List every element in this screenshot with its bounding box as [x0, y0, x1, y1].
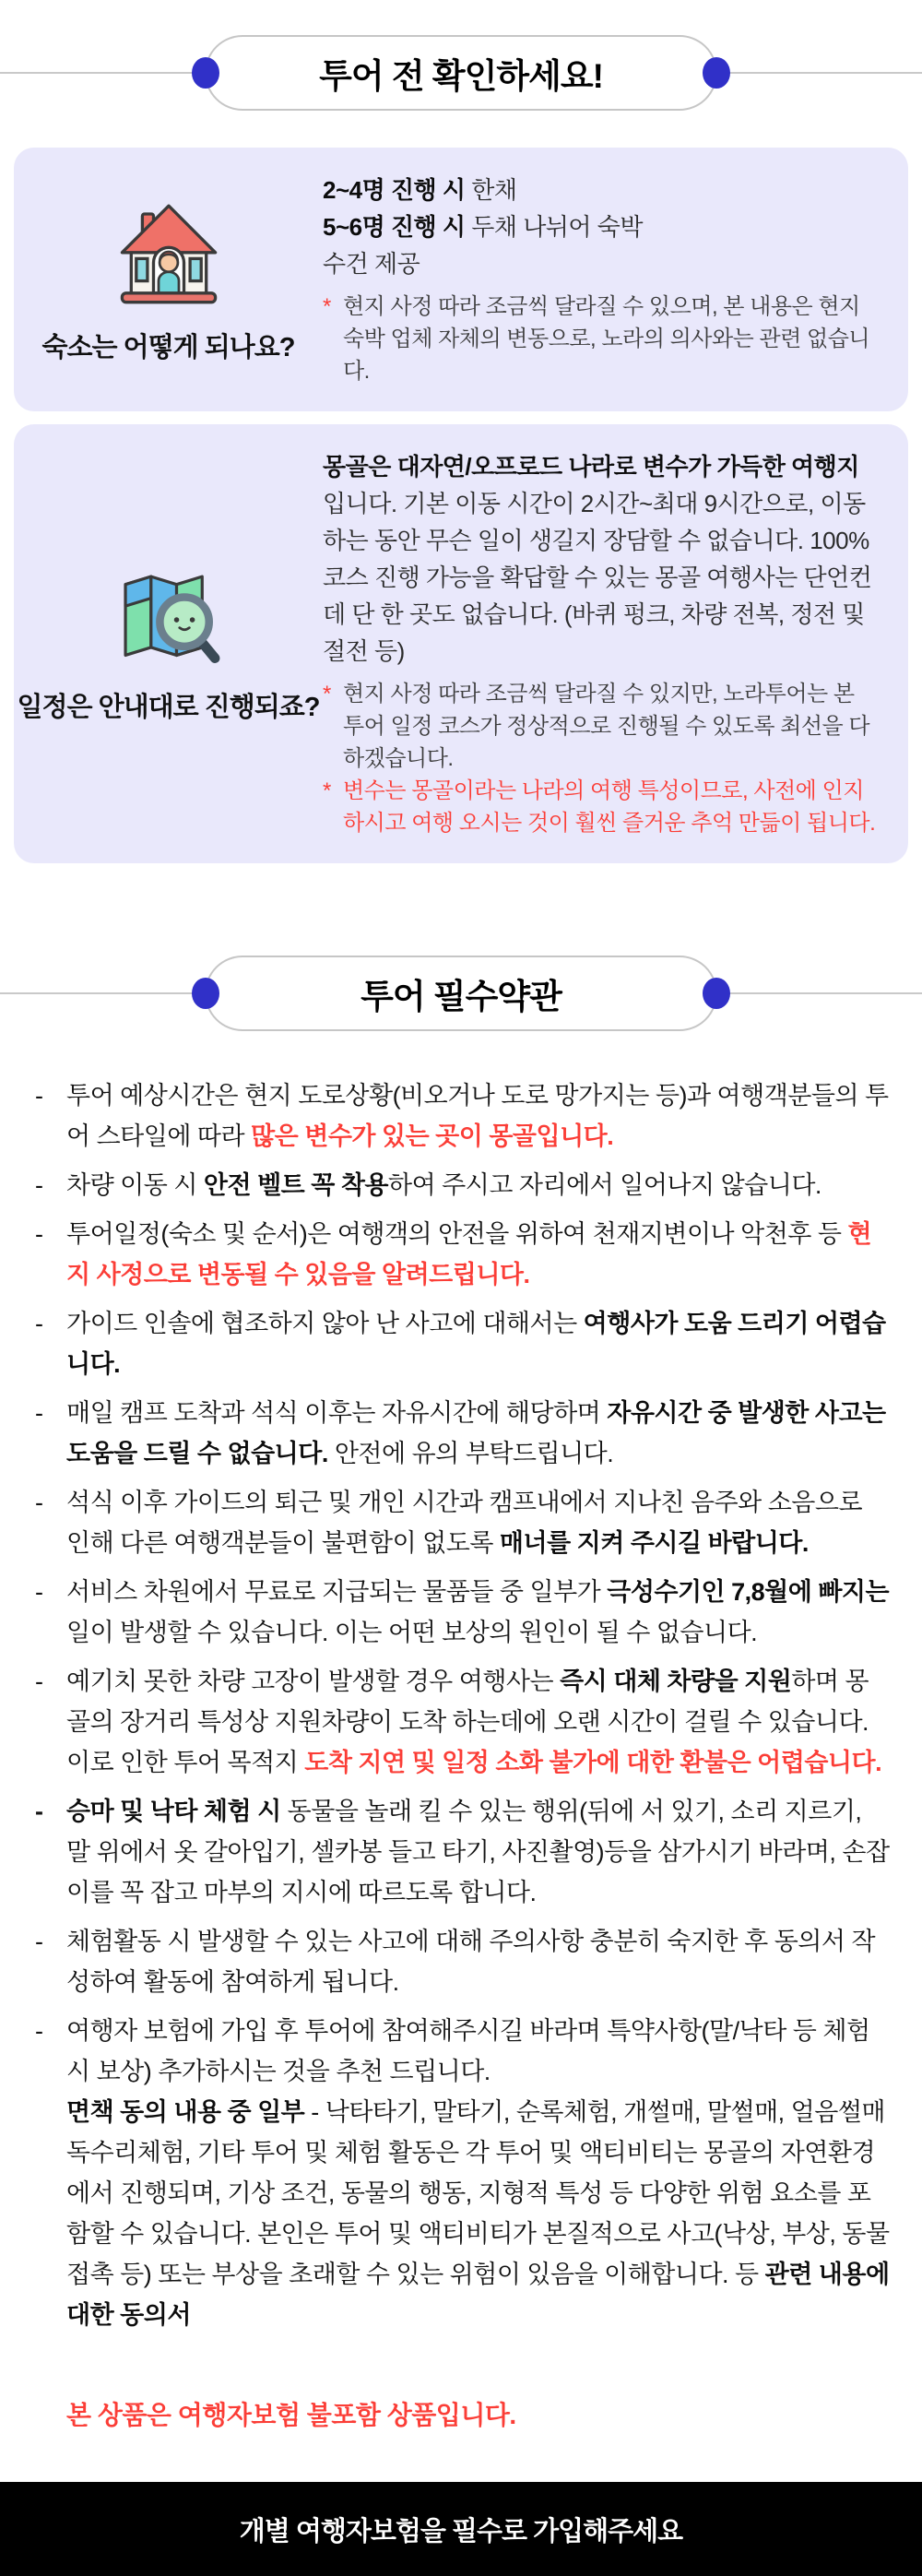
text-segment: 가이드 인솔에 협조하지 않아 난 사고에 대해서는 [66, 1310, 584, 1337]
text-segment: 차량 이동 시 [66, 1171, 204, 1199]
terms-item-text [66, 1214, 891, 1295]
dash-marker: - [35, 1668, 43, 1695]
text-segment: 하여 주시고 자리에서 일어나지 않습니다. [388, 1171, 822, 1199]
card-question: 일정은 안내대로 진행되죠? [17, 692, 320, 722]
text-segment: 관련 내용에 대한 동의서 [66, 2261, 890, 2329]
banner-title: 투어 필수약관 [361, 978, 561, 1015]
text-segment: 체험활동 시 발생할 수 있는 사고에 대해 주의사항 충분히 숙지한 후 동의서 작성하여 활동에 참여하게 됩니다. [66, 1928, 876, 1996]
terms-item [35, 1303, 891, 1384]
card-notes [323, 678, 877, 839]
map-magnifier-icon [110, 564, 228, 673]
terms-paragraph [66, 1075, 891, 1157]
card-notes [323, 291, 877, 387]
terms-item [35, 1572, 891, 1653]
itinerary-info-card [14, 424, 908, 863]
text-segment: 석식 이후 가이드의 퇴근 및 개인 시간과 캠프내에서 지나친 음주와 소음으로 인해 다른 여행객분들이 불편함이 없도록 [66, 1489, 863, 1557]
terms-item [35, 1921, 891, 2002]
terms-item-text [66, 1165, 891, 1205]
terms-paragraph [66, 1393, 891, 1474]
terms-paragraph [66, 1572, 891, 1653]
text-segment: 동물을 놀래 킬 수 있는 행위(뒤에 서 있기, 소리 지르기, 말 위에서 옷 갈아입기, 셀카봉 들고 타기, 사진촬영)등을 삼가시기 바라며, 손잡이를 꼭 잡고 마부의 지시에 따르도록 합니다. [66, 1798, 890, 1906]
terms-item-text [66, 1303, 891, 1384]
text-segment: 즉시 대체 차량을 지원 [560, 1668, 792, 1695]
dash-marker: - [35, 1928, 43, 1955]
terms-item [35, 1482, 891, 1563]
text-segment: 일이 발생할 수 있습니다. 이는 어떤 보상의 원인이 될 수 없습니다. [66, 1619, 758, 1646]
note-text: 현지 사정 따라 조금씩 달라질 수 있으며, 본 내용은 현지 숙박 업체 자체의 변동으로, 노라의 의사와는 관련 없습니다. [343, 294, 870, 384]
house-icon [108, 196, 230, 314]
asterisk-marker: * [323, 294, 331, 319]
terms-paragraph [66, 1791, 891, 1913]
terms-item [35, 1075, 891, 1157]
section-banner-terms [0, 956, 922, 1031]
text-segment: 안전에 유의 부탁드립니다. [327, 1440, 614, 1467]
terms-paragraph [66, 1214, 891, 1295]
dash-marker: - [35, 1399, 43, 1427]
terms-item [35, 2011, 891, 2335]
text-segment: 매일 캠프 도착과 석식 이후는 자유시간에 해당하며 [66, 1399, 608, 1427]
note-text: 변수는 몽골이라는 나라의 여행 특성이므로, 사전에 인지하시고 여행 오시는 것이 훨씬 즐거운 추억 만듦이 됩니다. [343, 778, 876, 836]
terms-item-text [66, 1393, 891, 1474]
text-segment: - 낙타타기, 말타기, 순록체험, 개썰매, 말썰매, 얼음썰매 독수리체험, 기타 투어 및 체험 활동은 각 투어 및 액티비티는 몽골의 자연환경에서 진행되며, 기상 조건, 동물의 행동, 지형적 특성 등 다양한 위험 요소를 포함할 수 있습니다. 본인은 투어 및 액티비티가 본질적으로 사고(낙상, 부상, 동물 접촉 등) 또는 부상을 초래할 수 있는 위험이 있음을 이해합니다. 등 [66, 2098, 890, 2288]
text-segment: 5~6명 진행 시 [323, 213, 466, 241]
banner-title: 투어 전 확인하세요! [319, 57, 603, 95]
text-segment: 투어 예상시간은 현지 도로상황(비오거나 도로 망가지는 등)과 여행객분들의 투어 스타일에 따라 [66, 1082, 889, 1150]
card-lines [323, 448, 877, 670]
terms-paragraph [66, 1303, 891, 1384]
terms-list [35, 1075, 891, 2344]
terms-paragraph [66, 1661, 891, 1783]
text-segment: 극성수기인 7,8월에 빠지는 [607, 1578, 890, 1606]
card-right-column [323, 172, 877, 387]
terms-item [35, 1393, 891, 1474]
terms-item [35, 1661, 891, 1783]
terms-item-text [66, 1661, 891, 1783]
card-question: 숙소는 어떻게 되나요? [41, 332, 295, 362]
section-banner-pre-tour [0, 35, 922, 111]
text-segment: 두채 나뉘어 숙박 [465, 213, 643, 241]
banner-title-pill [205, 956, 717, 1031]
text-segment: 자유시간 중 발생한 사고는 도움을 드릴 수 없습니다. [66, 1399, 886, 1467]
asterisk-marker: * [323, 682, 331, 706]
accommodation-info-card [14, 148, 908, 411]
dash-marker: - [35, 1578, 43, 1606]
terms-item-text [66, 1572, 891, 1653]
text-segment: 입니다. 기본 이동 시간이 2시간~최대 9시간으로, 이동하는 동안 무슨 일이 생길지 장담할 수 없습니다. 100% 코스 진행 가능을 확답할 수 있는 몽골 여행사는 단언컨데 단 한 곳도 없습니다. (바퀴 펑크, 차량 전복, 정전 및 절전 등) [323, 490, 872, 665]
terms-paragraph [66, 2011, 891, 2092]
card-left-column [14, 448, 323, 839]
text-segment: 승마 및 낙타 체험 시 [66, 1798, 281, 1825]
banner-dot-left [192, 978, 219, 1009]
terms-item-text [66, 1075, 891, 1157]
dash-marker: - [35, 1171, 43, 1199]
text-segment: 하며 몽골의 장거리 특성상 지원차량이 도착 하는데에 오랜 시간이 걸릴 수 있습니다. 이로 인한 투어 목적지 [66, 1668, 869, 1776]
text-segment: 매너를 지켜 주시길 바랍니다. [499, 1529, 809, 1557]
terms-item-text [66, 1482, 891, 1563]
text-segment: 도착 지연 및 일정 소화 불가에 대한 환불은 어렵습니다. [304, 1749, 882, 1776]
text-segment: 면책 동의 내용 중 일부 [66, 2098, 305, 2126]
footer-bar [0, 2482, 922, 2576]
card-right-column [323, 448, 877, 839]
terms-item-text [66, 1921, 891, 2002]
insurance-exclusion-notice: 본 상품은 여행자보험 불포함 상품입니다. [66, 2401, 516, 2429]
text-segment: 예기치 못한 차량 고장이 발생할 경우 여행사는 [66, 1668, 561, 1695]
banner-dot-right [703, 978, 730, 1009]
note-text: 현지 사정 따라 조금씩 달라질 수 있지만, 노라투어는 본 투어 일정 코스가 정상적으로 진행될 수 있도록 최선을 다하겠습니다. [343, 682, 870, 771]
card-note [323, 678, 877, 775]
text-segment: 수건 제공 [323, 250, 420, 278]
dash-marker: - [35, 1220, 43, 1248]
text-segment: 2~4명 진행 시 [323, 176, 466, 204]
card-text-line [323, 208, 877, 245]
terms-item-text [66, 2011, 891, 2335]
banner-dot-right [703, 57, 730, 89]
text-segment: 투어일정(숙소 및 순서)은 여행객의 안전을 위하여 천재지변이나 악천후 등 [66, 1220, 848, 1248]
dash-marker: - [35, 1310, 43, 1337]
terms-item-text [66, 1791, 891, 1913]
text-segment: 한채 [465, 176, 517, 204]
card-lines [323, 172, 877, 282]
card-note [323, 775, 877, 839]
asterisk-marker: * [323, 778, 331, 803]
dash-marker: - [35, 1489, 43, 1516]
banner-dot-left [192, 57, 219, 89]
dash-marker: - [35, 1082, 43, 1110]
text-segment: 안전 벨트 꼭 착용 [203, 1171, 388, 1199]
text-segment: 여행사가 도움 드리기 어렵습니다. [66, 1310, 886, 1378]
terms-paragraph [66, 1165, 891, 1205]
card-left-column [14, 172, 323, 387]
dash-marker: - [35, 2017, 43, 2045]
terms-paragraph [66, 1921, 891, 2002]
card-note [323, 291, 877, 387]
footer-message: 개별 여행자보험을 필수로 가입해주세요 [239, 2516, 683, 2546]
text-segment: 몽골은 대자연/오프로드 나라로 변수가 가득한 여행지 [323, 453, 859, 481]
terms-item [35, 1214, 891, 1295]
terms-paragraph [66, 2092, 891, 2335]
banner-title-pill [205, 35, 717, 111]
terms-item [35, 1791, 891, 1913]
terms-item [35, 1165, 891, 1205]
text-segment: 여행자 보험에 가입 후 투어에 참여해주시길 바라며 특약사항(말/낙타 등 체험 시 보상) 추가하시는 것을 추천 드립니다. [66, 2017, 870, 2085]
card-text-line [323, 172, 877, 208]
text-segment: 많은 변수가 있는 곳이 몽골입니다. [251, 1122, 614, 1150]
terms-paragraph [66, 1482, 891, 1563]
text-segment: 현지 사정으로 변동될 수 있음을 알려드립니다. [66, 1220, 872, 1288]
card-text-line [323, 245, 877, 282]
dash-marker: - [35, 1798, 43, 1825]
card-text-line [323, 448, 877, 670]
text-segment: 서비스 차원에서 무료로 지급되는 물품들 중 일부가 [66, 1578, 608, 1606]
